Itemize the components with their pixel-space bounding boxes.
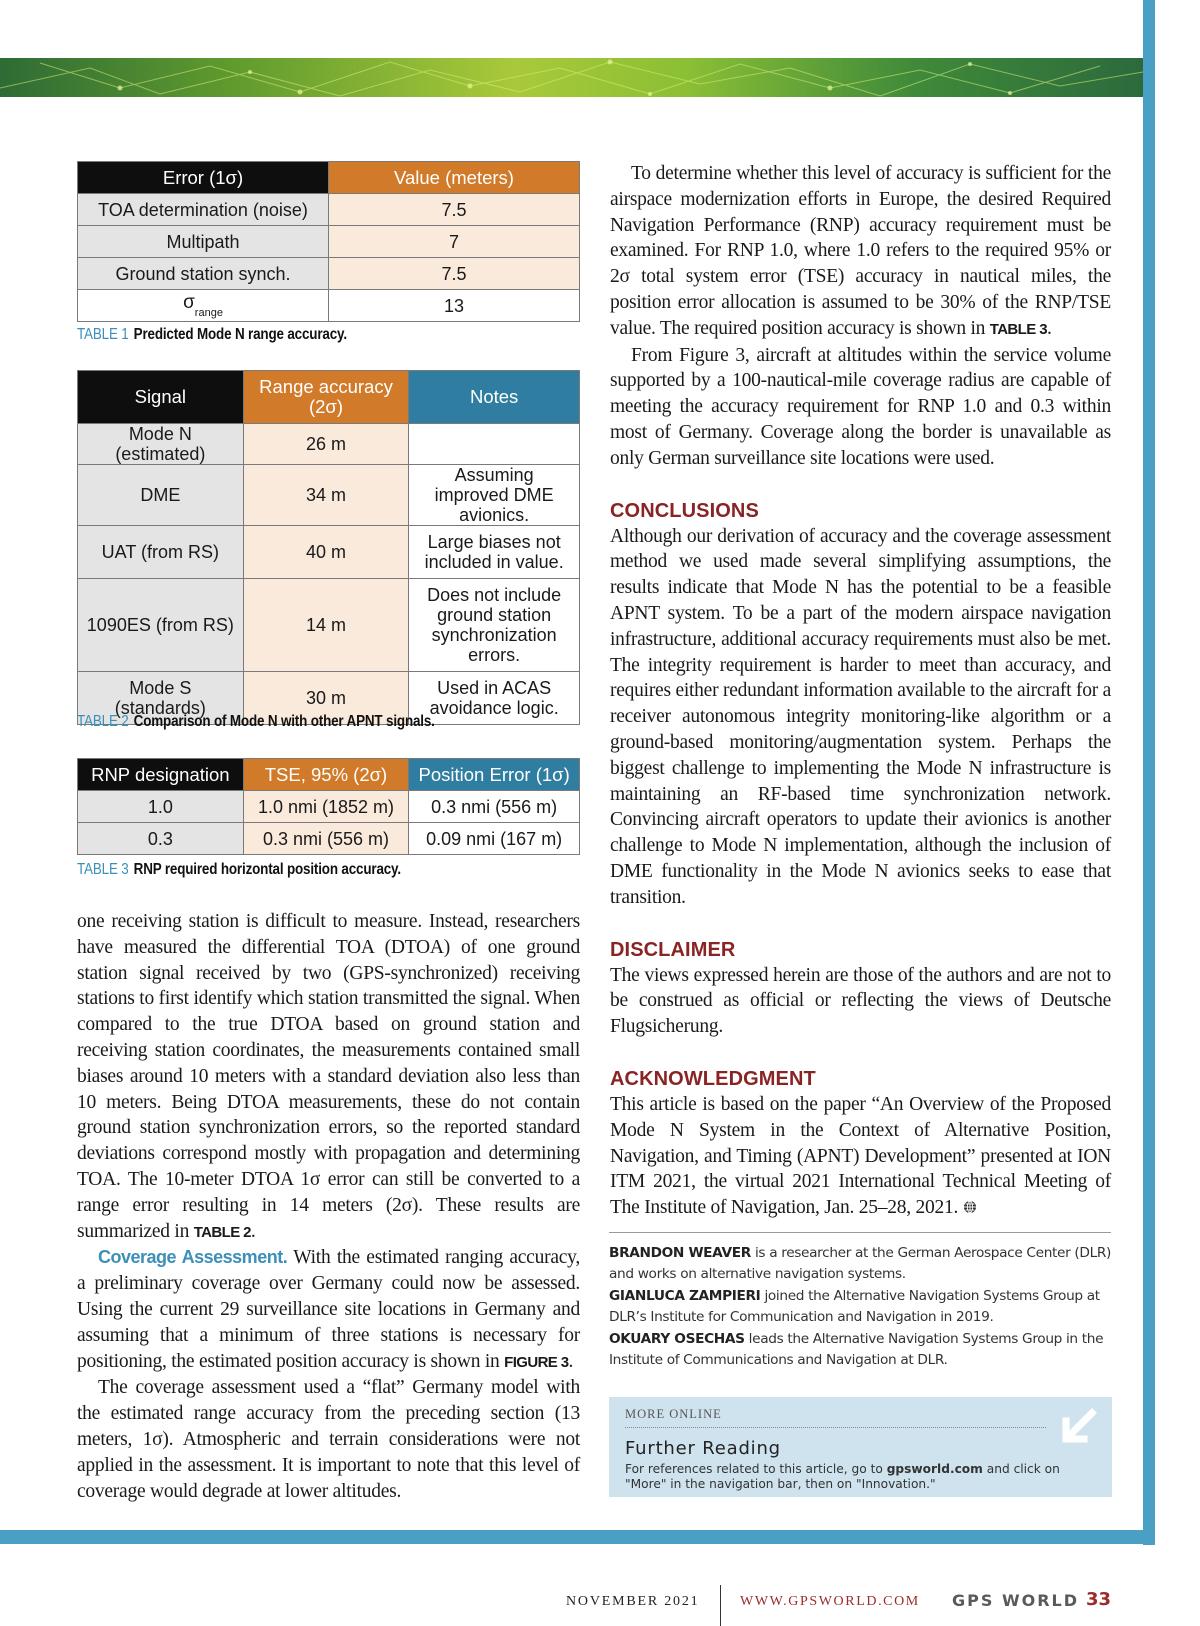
further-reading-text: For references related to this article, go to gpsworld.com and click on "More" in the navigation bar, then on "Innovation." xyxy=(625,1462,1060,1491)
table-2 xyxy=(77,370,580,725)
caption-text: RNP required horizontal position accuracy. xyxy=(133,861,401,878)
table-1-header: Error (1σ) xyxy=(78,162,329,194)
table-3-header: Position Error (1σ) xyxy=(409,759,580,791)
more-online-box[interactable] xyxy=(609,1397,1112,1497)
table-1-cell: Multipath xyxy=(78,226,329,258)
table-3-caption xyxy=(77,861,401,879)
table-2-header: Signal xyxy=(78,371,244,424)
author-bios xyxy=(609,1243,1111,1372)
table-2-cell: Used in ACAS avoidance logic. xyxy=(409,672,580,725)
table-2-cell: 40 m xyxy=(243,526,409,579)
table-reference: TABLE 3 xyxy=(989,320,1047,338)
network-pattern-graphic xyxy=(0,58,1143,97)
caption-text: Predicted Mode N range accuracy. xyxy=(133,326,347,343)
table-reference: TABLE 2 xyxy=(193,1223,251,1241)
right-column-text xyxy=(610,161,1111,1221)
more-online-label: MORE ONLINE xyxy=(625,1407,722,1421)
table-3-header: RNP designation xyxy=(78,759,244,791)
table-1-header: Value (meters) xyxy=(329,162,580,194)
body-paragraph: This article is based on the paper “An Overview of the Proposed Mode N System in the Context of Alternative Position, Navigation, and Timing (APNT) Development” presented at ION ITM 2021, the virtual 2021 International Technical Meeting of The Institute of Navigation, Jan. 25–28, 2021. xyxy=(610,1093,1111,1219)
author-bio: BRANDON WEAVER is a researcher at the German Aerospace Center (DLR) and works on alternative navigation systems. xyxy=(609,1245,1111,1282)
table-1-cell: TOA determination (noise) xyxy=(78,194,329,226)
table-3-cell: 0.3 nmi (556 m) xyxy=(243,823,409,855)
table-3-cell: 0.09 nmi (167 m) xyxy=(409,823,580,855)
table-2-cell xyxy=(409,424,580,465)
figure-reference: FIGURE 3 xyxy=(504,1353,569,1371)
table-2-cell: 1090ES (from RS) xyxy=(78,579,244,672)
table-2-caption xyxy=(77,713,435,731)
bio-divider xyxy=(609,1232,1111,1233)
sigma-subscript: range xyxy=(194,307,223,320)
dotted-divider xyxy=(625,1427,1046,1428)
section-heading-disclaimer: DISCLAIMER xyxy=(610,938,736,961)
table-1-cell: 7.5 xyxy=(329,258,580,290)
arrow-down-left-icon xyxy=(1054,1405,1098,1449)
table-2-cell: 30 m xyxy=(243,672,409,725)
end-mark-globe-icon xyxy=(963,1200,977,1214)
section-heading-acknowledgment: ACKNOWLEDGMENT xyxy=(610,1067,816,1090)
table-2-cell: Assuming improved DME avionics. xyxy=(409,465,580,526)
table-1-cell: Ground station synch. xyxy=(78,258,329,290)
header-banner xyxy=(0,58,1143,97)
table-2-header: Range accuracy (2σ) xyxy=(243,371,409,424)
table-1-cell: 7.5 xyxy=(329,194,580,226)
table-1-cell-sigma xyxy=(78,290,329,322)
gpsworld-link[interactable]: gpsworld.com xyxy=(886,1462,983,1476)
caption-text: Comparison of Mode N with other APNT signals. xyxy=(133,713,435,730)
table-3-header: TSE, 95% (2σ) xyxy=(243,759,409,791)
body-paragraph: The coverage assessment used a “flat” Germany model with the estimated range accuracy from the preceding section (13 meters, 1σ). Atmospheric and terrain considerations were not applied in the assessment. It is important to note that this level of coverage would degrade at lower altitudes. xyxy=(77,1377,580,1502)
page-number: 33 xyxy=(1086,1589,1112,1610)
table-2-cell: 26 m xyxy=(243,424,409,465)
table-3-cell: 0.3 nmi (556 m) xyxy=(409,791,580,823)
table-2-cell: DME xyxy=(78,465,244,526)
table-3-cell: 1.0 nmi (1852 m) xyxy=(243,791,409,823)
table-2-header: Notes xyxy=(409,371,580,424)
table-1-cell: 13 xyxy=(329,290,580,322)
body-paragraph: Although our derivation of accuracy and the coverage assessment method we used made several simplifying assumptions, the results indicate that Mode N has the potential to be a feasible APNT system. To be a part of the modern airspace navigation infrastructure, additional accuracy requirements must also be met. The integrity requirement is harder to meet than accuracy, and requires either redundant information available to the aircraft for a receiver autonomous integrity monitoring-like algorithm or a ground-based monitoring/augmentation system. Perhaps the biggest challenge to implementing the Mode N infrastructure is maintaining an RF-based time synchronization network. Convincing aircraft operators to update their avionics is another challenge to Mode N implementation, although the inclusion of DME functionality in the Mode N avionics seeks to ease that transition. xyxy=(610,525,1111,908)
footer-separator xyxy=(720,1585,721,1626)
caption-label: TABLE 2 xyxy=(77,713,129,730)
further-reading-title: Further Reading xyxy=(625,1438,781,1459)
page-edge-bar-right xyxy=(1143,0,1155,1545)
magazine-name: GPS WORLD xyxy=(952,1591,1079,1610)
table-3-cell: 0.3 xyxy=(78,823,244,855)
table-2-cell: UAT (from RS) xyxy=(78,526,244,579)
body-paragraph: one receiving station is difficult to measure. Instead, researchers have measured the differential TOA (DTOA) of one ground station signal received by two (GPS-synchronized) receiving stations to first identify which station transmitted the signal. When compared to the true DTOA based on ground station and receiving station coordinates, the measurements contained small biases around 10 meters with a standard deviation also less than 10 meters. Being DTOA measurements, these do not contain ground station synchronization errors, so the reported standard deviations correspond mostly with propagation and determining TOA. The 10-meter DTOA 1σ error can still be converted to a range error resulting in 14 meters (2σ). These results are summarized in TABLE 2. xyxy=(77,911,580,1242)
table-3-cell: 1.0 xyxy=(78,791,244,823)
body-paragraph: To determine whether this level of accuracy is sufficient for the airspace modernization efforts in Europe, the desired Required Navigation Performance (RNP) accuracy requirement must be examined. For RNP 1.0, where 1.0 refers to the required 95% or 2σ total system error (TSE) accuracy in nautical miles, the position error allocation is assumed to be 30% of the RNP/TSE value. The required position accuracy is shown in TABLE 3. xyxy=(610,163,1111,339)
author-bio: OKUARY OSECHAS leads the Alternative Navigation Systems Group in the Institute of Communications and Navigation at DLR. xyxy=(609,1331,1104,1368)
table-1 xyxy=(77,161,580,322)
author-name: BRANDON WEAVER xyxy=(609,1245,751,1261)
table-2-cell: Mode S (standards) xyxy=(78,672,244,725)
section-heading-conclusions: CONCLUSIONS xyxy=(610,499,759,522)
caption-label: TABLE 3 xyxy=(77,861,129,878)
body-paragraph: The views expressed herein are those of the authors and are not to be construed as official or reflecting the views of Deutsche Flugsicherung. xyxy=(610,964,1111,1038)
sigma-symbol: σ xyxy=(183,291,195,313)
author-name: GIANLUCA ZAMPIERI xyxy=(609,1288,761,1304)
page-edge-bar-bottom xyxy=(0,1530,1155,1544)
table-2-cell: Mode N (estimated) xyxy=(78,424,244,465)
author-name: OKUARY OSECHAS xyxy=(609,1331,745,1347)
table-2-cell: 14 m xyxy=(243,579,409,672)
table-1-caption xyxy=(77,326,347,344)
body-paragraph: Coverage Assessment. With the estimated ranging accuracy, a preliminary coverage over Germany could now be assessed. Using the current 29 surveillance site locations in Germany and assuming that a minimum of three stations is necessary for positioning, the estimated position accuracy is shown in FIGURE 3. xyxy=(77,1247,581,1372)
table-3 xyxy=(77,758,580,855)
run-in-heading: Coverage Assessment. xyxy=(98,1247,288,1268)
author-bio: GIANLUCA ZAMPIERI joined the Alternative Navigation Systems Group at DLR’s Institute for Communication and Navigation in 2019. xyxy=(609,1288,1100,1325)
body-paragraph: From Figure 3, aircraft at altitudes within the service volume supported by a 100-nautical-mile coverage radius are capable of meeting the accuracy requirement for RNP 1.0 and 0.3 within most of Germany. Coverage along the border is unavailable as only German surveillance site locations were used. xyxy=(610,344,1111,469)
table-2-cell: Does not include ground station synchronization errors. xyxy=(409,579,580,672)
table-1-cell: 7 xyxy=(329,226,580,258)
left-column-text xyxy=(77,909,580,1504)
website-link[interactable]: WWW.GPSWORLD.COM xyxy=(740,1594,920,1609)
issue-date: NOVEMBER 2021 xyxy=(566,1594,700,1609)
table-2-cell: 34 m xyxy=(243,465,409,526)
table-2-cell: Large biases not included in value. xyxy=(409,526,580,579)
caption-label: TABLE 1 xyxy=(77,326,129,343)
